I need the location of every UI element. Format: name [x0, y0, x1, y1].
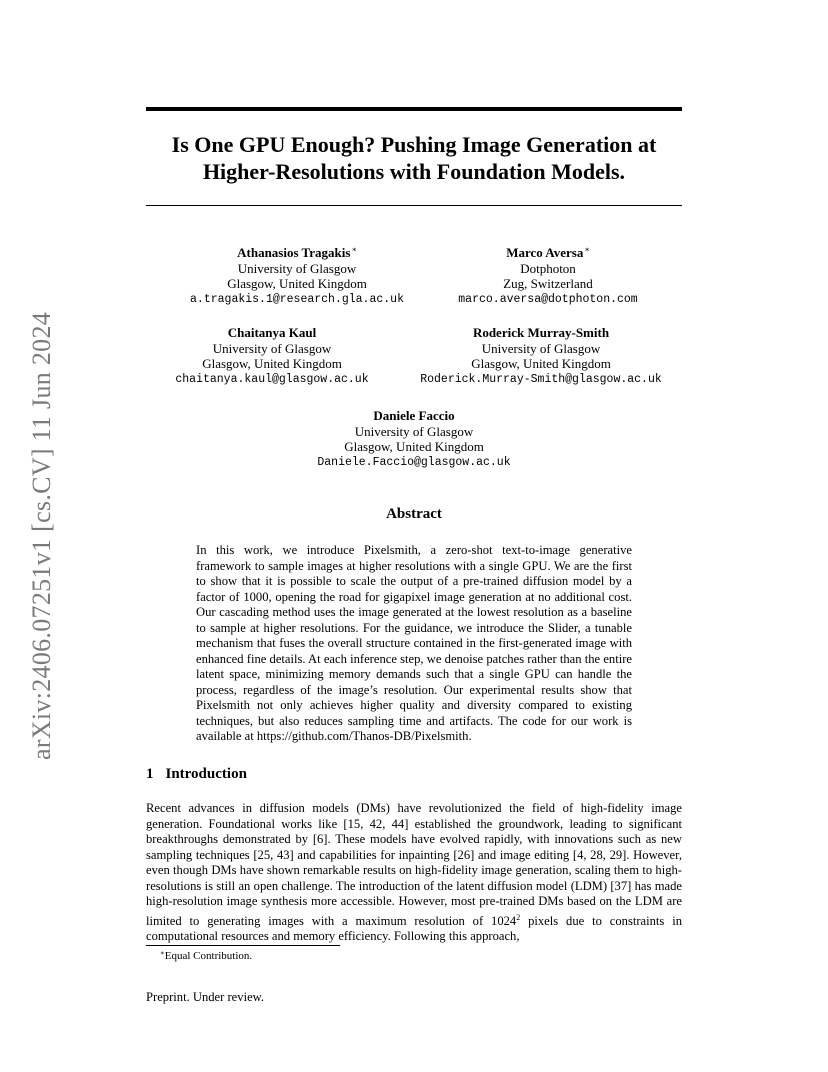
author-block-kaul	[122, 325, 422, 387]
author-affiliation: University of Glasgow	[354, 423, 474, 439]
resolution-exponent: 2	[516, 912, 521, 922]
section-number: 1	[146, 766, 154, 782]
author-email[interactable]: Daniele.Faccio@glasgow.ac.uk	[317, 455, 511, 469]
author-location: Zug, Switzerland	[503, 276, 593, 291]
author-email[interactable]: marco.aversa@dotphoton.com	[458, 292, 638, 306]
title-line-2: Higher-Resolutions with Foundation Models.	[202, 159, 626, 184]
author-email[interactable]: chaitanya.kaul@glasgow.ac.uk	[175, 372, 369, 386]
author-location: Glasgow, United Kingdom	[227, 276, 367, 291]
author-name: Chaitanya Kaul	[227, 325, 317, 340]
author-affiliation: University of Glasgow	[237, 260, 357, 276]
footnote	[160, 949, 252, 962]
intro-text-part-1: Recent advances in diffusion models (DMs) have revolutionized the field of high-fidelity image generation. Foundational works like [15, 42, 44] established the groundwork, leading to significant breakthroughs demonstrated by [6]. These models have evolved rapidly, with innovations such as new sampling techniques [25, 43] and capabilities for inpainting [26] and image editing [4, 28, 29]. However, even though DMs have shown remarkable results on high-fidelity image generation, scaling them to high-resolutions is still an open challenge. The introduction of the latent diffusion model (LDM) [37] has made high-resolution image synthesis more accessible. However, most pre-trained DMs based on the LDM are limited to generating images with a maximum resolution of 1024	[146, 801, 682, 928]
equal-contribution-mark: ∗	[351, 245, 357, 254]
author-block-murray-smith	[381, 325, 701, 387]
author-location: Glasgow, United Kingdom	[344, 439, 484, 454]
author-block-faccio	[264, 408, 564, 470]
arxiv-identifier-stamp: arXiv:2406.07251v1 [cs.CV] 11 Jun 2024	[27, 311, 56, 760]
intro-text-part-2: pixels due to constraints in computational resources and memory efficiency. Following this approach,	[146, 913, 682, 943]
author-location: Glasgow, United Kingdom	[471, 356, 611, 371]
section-title: Introduction	[165, 766, 247, 782]
abstract-text: In this work, we introduce Pixelsmith, a zero-shot text-to-image generative framework to sample images at higher resolutions with a single GPU. We are the first to show that it is possible to scale the output of a pre-trained diffusion model by a factor of 1000, opening the road for gigapixel image generation at no additional cost. Our cascading method uses the image generated at the lowest resolution as a baseline to sample at higher resolutions. For the guidance, we introduce the Slider, a tunable mechanism that fuses the overall structure contained in the first-generated image with enhanced fine details. At each inference step, we denoise patches rather than the entire latent space, minimizing memory demands such that a single GPU can handle the process, regardless of the image’s resolution. Our experimental results show that Pixelsmith not only achieves higher quality and diversity compared to existing techniques, but also reduces sampling time and artifacts. The code for our work is available at https://github.com/Thanos-DB/Pixelsmith.	[196, 543, 632, 743]
author-location: Glasgow, United Kingdom	[202, 356, 342, 371]
preprint-note: Preprint. Under review.	[146, 990, 265, 1004]
author-email[interactable]: Roderick.Murray-Smith@glasgow.ac.uk	[420, 372, 662, 386]
author-email[interactable]: a.tragakis.1@research.gla.ac.uk	[190, 292, 404, 306]
author-affiliation: University of Glasgow	[481, 340, 601, 356]
footnote-rule	[146, 945, 340, 946]
title-bottom-rule	[146, 205, 682, 206]
author-block-aversa	[398, 242, 698, 307]
author-affiliation: University of Glasgow	[212, 340, 332, 356]
section-heading	[146, 766, 247, 783]
equal-contribution-mark: ∗	[584, 245, 590, 254]
author-affiliation: Dotphoton	[520, 260, 576, 276]
author-name: Roderick Murray-Smith	[472, 325, 610, 340]
author-name: Marco Aversa	[506, 245, 584, 260]
footnote-text: Equal Contribution.	[164, 950, 253, 962]
author-name: Daniele Faccio	[373, 408, 455, 423]
abstract-heading: Abstract	[386, 506, 442, 522]
paper-title	[146, 131, 682, 185]
introduction-paragraph	[146, 801, 682, 945]
title-line-1: Is One GPU Enough? Pushing Image Generation at	[171, 132, 657, 157]
author-name: Athanasios Tragakis	[237, 245, 351, 260]
title-top-rule	[146, 107, 682, 111]
footnote-mark: ∗	[160, 949, 165, 957]
